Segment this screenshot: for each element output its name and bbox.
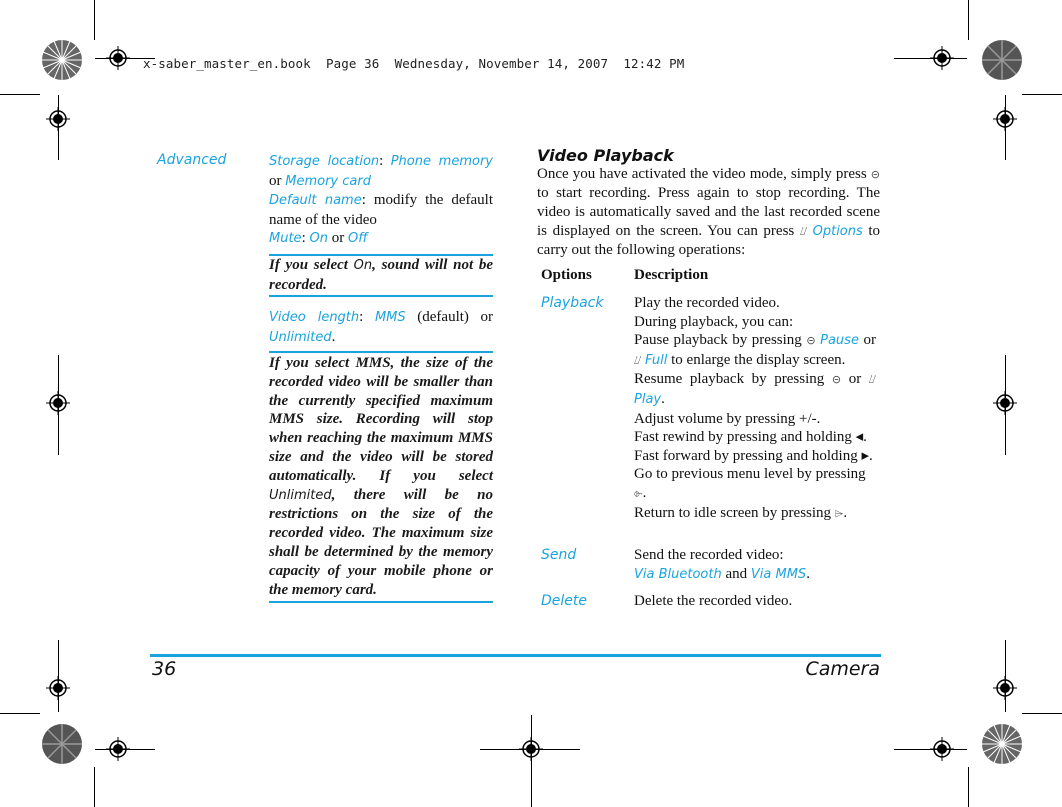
mms-option: MMS: [374, 310, 406, 325]
registration-mark-icon: [46, 391, 70, 415]
separator: :: [379, 153, 391, 169]
color-rosette-icon: [40, 722, 84, 766]
page-number: 36: [152, 658, 177, 680]
right-softkey-icon: ⌱: [634, 486, 643, 500]
desc-line: Fast forward by pressing and holding ▸.: [634, 447, 873, 464]
option-delete: Delete: [541, 593, 587, 609]
desc-line: Play the recorded video.: [634, 295, 780, 311]
period: .: [843, 504, 848, 521]
mute-off-option: Off: [347, 231, 368, 246]
registration-mark-icon: [46, 676, 70, 700]
ok-key-icon: ⊝: [870, 168, 880, 181]
registration-mark-icon: [106, 737, 130, 761]
section-title: Video Playback: [537, 146, 674, 165]
registration-mark-icon: [46, 107, 70, 131]
and-text: and: [721, 565, 751, 582]
col-header-description: Description: [634, 267, 709, 283]
via-bluetooth-keyword: Via Bluetooth: [634, 566, 722, 582]
or-text: or: [327, 230, 348, 246]
options-keyword: Options: [812, 224, 863, 239]
desc-line: [634, 465, 876, 503]
desc-line: [634, 331, 876, 370]
storage-location-label: Storage location: [269, 154, 380, 169]
crop-mark: [0, 94, 40, 95]
crop-mark: [1022, 94, 1062, 95]
pause-keyword: Pause: [820, 333, 859, 349]
crop-mark: [0, 713, 40, 714]
option-playback: Playback: [541, 295, 604, 311]
desc-text: Resume playback by pressing: [634, 371, 832, 388]
video-length-line: [269, 308, 493, 347]
period: .: [661, 390, 665, 407]
note-rule: [269, 295, 493, 297]
option-send: Send: [541, 547, 577, 563]
note-text: , there will be no restrictions on the size of the recorded video. The maximum size shall be determined by the memory capacity of your mobile phone or the memory card.: [269, 486, 493, 598]
note-keyword: Unlimited: [269, 487, 332, 503]
registration-mark-icon: [993, 676, 1017, 700]
crop-mark: [94, 767, 95, 807]
color-rosette-icon: [40, 38, 84, 82]
ok-key-icon: ⊝: [831, 373, 842, 387]
left-softkey-icon: ⌰: [799, 225, 808, 238]
full-keyword: Full: [644, 352, 668, 368]
default-or-text: (default) or: [405, 309, 494, 325]
storage-location-line: [269, 152, 493, 191]
crop-mark: [968, 0, 969, 40]
desc-text: Pause playback by pressing: [634, 332, 807, 349]
default-name-label: Default name: [269, 193, 362, 208]
or-text: or: [841, 371, 869, 388]
unlimited-option: Unlimited: [269, 329, 332, 345]
video-length-label: Video length: [269, 310, 360, 325]
desc-line: Send the recorded video:: [634, 547, 784, 563]
ok-key-icon: ⊝: [806, 334, 816, 348]
crop-mark: [94, 0, 95, 40]
registration-mark-icon: [519, 737, 543, 761]
mute-label: Mute: [269, 231, 302, 246]
section-name: Camera: [805, 658, 880, 680]
mute-note: [269, 256, 493, 294]
intro-text: to start recording. Press again to stop recording. The video is automatically saved and the last recorded scene is displayed on the screen. You can press: [537, 185, 880, 239]
advanced-settings-block: [269, 152, 493, 249]
send-description: [634, 546, 876, 584]
registration-mark-icon: [993, 391, 1017, 415]
left-softkey-icon: ⌰: [634, 353, 642, 367]
desc-text: to enlarge the display screen.: [667, 351, 846, 368]
desc-line: Adjust volume by pressing +/-.: [634, 410, 821, 427]
desc-line: [634, 370, 876, 409]
separator: :: [359, 309, 375, 325]
crop-mark: [531, 715, 532, 807]
phone-memory-option: Phone memory: [390, 154, 493, 169]
desc-line: Fast rewind by pressing and holding ◂.: [634, 429, 867, 446]
end-key-icon: ⌲: [834, 506, 844, 520]
note-rule: [269, 351, 493, 353]
note-keyword: On: [353, 258, 373, 273]
or-text: or: [858, 332, 877, 349]
header-stamp: x-saber_master_en.book Page 36 Wednesday, November 14, 2007 12:42 PM: [143, 56, 685, 71]
mute-on-option: On: [309, 231, 328, 246]
playback-description: [634, 294, 876, 523]
period: .: [331, 328, 336, 345]
default-name-line: [269, 191, 493, 229]
crop-mark: [968, 767, 969, 807]
period: .: [642, 484, 647, 501]
desc-line: [634, 565, 876, 585]
note-text: If you select MMS, the size of the recorded video will be smaller than the currently specified maximum MMS size. Recording will stop when reaching the maximum MMS size and the video will be stored automatically. If you select: [269, 355, 493, 484]
registration-mark-icon: [930, 46, 954, 70]
desc-text: Go to previous menu level by pressing: [634, 466, 866, 483]
via-mms-keyword: Via MMS: [750, 566, 807, 582]
memory-card-option: Memory card: [285, 173, 371, 189]
registration-mark-icon: [930, 737, 954, 761]
delete-description: Delete the recorded video.: [634, 593, 793, 609]
color-rosette-icon: [980, 722, 1024, 766]
crop-mark: [1022, 713, 1062, 714]
col-header-options: Options: [541, 267, 592, 283]
registration-mark-icon: [993, 107, 1017, 131]
intro-text: to carry out the following operations:: [537, 223, 881, 258]
separator: :: [301, 230, 310, 246]
mute-line: [269, 229, 493, 249]
registration-mark-icon: [106, 46, 130, 70]
note-rule: [269, 601, 493, 603]
desc-line: During playback, you can:: [634, 313, 794, 330]
period: .: [806, 565, 810, 582]
advanced-label: Advanced: [157, 152, 227, 168]
left-softkey-icon: ⌰: [868, 373, 876, 387]
default-name-text: : modify the default name of the video: [269, 192, 494, 228]
desc-text: Return to idle screen by pressing: [634, 504, 832, 521]
desc-line: [634, 504, 876, 524]
or-text: or: [269, 172, 286, 189]
footer-rule: [150, 654, 881, 657]
intro-paragraph: [537, 165, 880, 260]
color-rosette-icon: [980, 38, 1024, 82]
video-length-note: [269, 354, 493, 599]
note-text: If you select: [269, 257, 354, 273]
note-text: , sound will not be recorded.: [269, 257, 493, 293]
play-keyword: Play: [634, 391, 662, 407]
intro-text: Once you have activated the video mode, simply press: [537, 166, 871, 182]
